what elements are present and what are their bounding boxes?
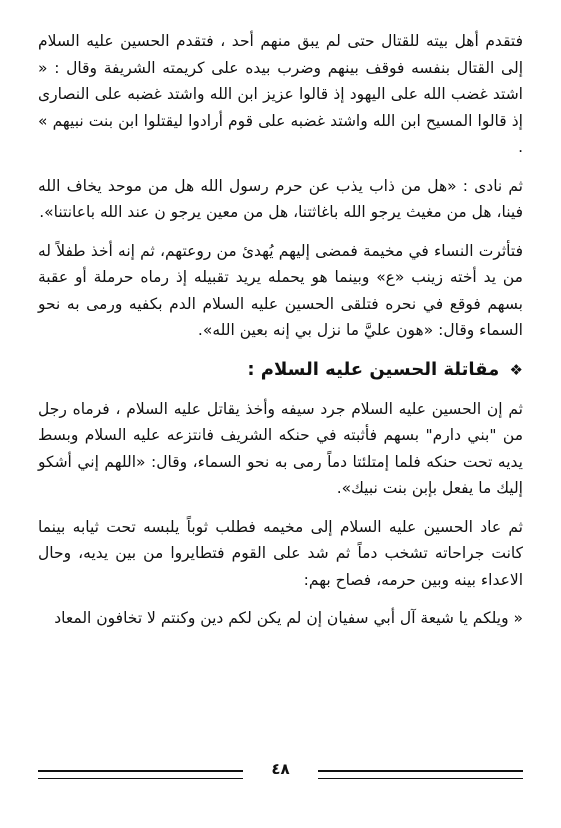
paragraph-6: « ويلكم يا شيعة آل أبي سفيان إن لم يكن لكم دين وكنتم لا تخافون المعاد <box>54 609 523 627</box>
paragraph-2: ثم نادى : «هل من ذاب يذب عن حرم رسول الله هل من موحد يخاف الله فينا، هل من مغيث يرجو الله باغاثتنا، هل من معين يرجو ن عند الله باعانتنا». <box>38 176 523 221</box>
footer-rule-right <box>318 770 523 779</box>
diamond-bullet-icon: ❖ <box>509 360 523 379</box>
paragraph-4: ثم إن الحسين عليه السلام جرد سيفه وأخذ يقاتل عليه السلام ، فرماه رجل من "بني دارم" بسهم فأثبته في حنكه الشريف فانتزعه عليه السلام وبسط يديه تحت حنكه فلما إمتلئتا دماً رمى به نحو السماء، وقال: «اللهم إني أشكو إليك ما يفعل بإبن بنت نبيك». <box>38 399 523 497</box>
page-number: ٤٨ <box>271 760 290 778</box>
page-footer <box>38 760 523 784</box>
body-text <box>38 28 523 644</box>
section-heading-text: مقاتلة الحسين عليه السلام : <box>247 358 500 380</box>
footer-rule-left <box>38 770 243 779</box>
paragraph-5: ثم عاد الحسين عليه السلام إلى مخيمه فطلب ثوباً يلبسه تحت ثيابه بينما كانت جراحاته تشخب دماً ثم شد على القوم فتطايروا من بين يديه، وحال الاعداء بينه وبين حرمه، فصاح بهم: <box>38 517 523 589</box>
paragraph-1: فتقدم أهل بيته للقتال حتى لم يبق منهم أحد ، فتقدم الحسين عليه السلام إلى القتال بنفسه فوقف بينهم وضرب بيده على كريمته الشريفة وقال : « اشتد غضب الله على اليهود إذ قالوا عزيز ابن الله واشتد غضبه على النصارى إذ قالوا المسيح ابن الله واشتد غضبه على قوم أرادوا ليقتلوا ابن بنت نبيهم » . <box>38 32 523 156</box>
section-heading <box>38 356 523 384</box>
paragraph-3: فتأثرت النساء في مخيمة فمضى إليهم يُهدئ من روعتهم، ثم إنه أخذ طفلاً له من يد أخته زينب «ع» وبينما هو يحمله يريد تقبيله إذ رماه حرملة أو عقبة بسهم فوقع في نحره فتلقى الحسين عليه السلام الدم بكفيه ورمى به نحو السماء وقال: «هون عليَّ ما نزل بي إنه بعين الله». <box>38 241 523 339</box>
